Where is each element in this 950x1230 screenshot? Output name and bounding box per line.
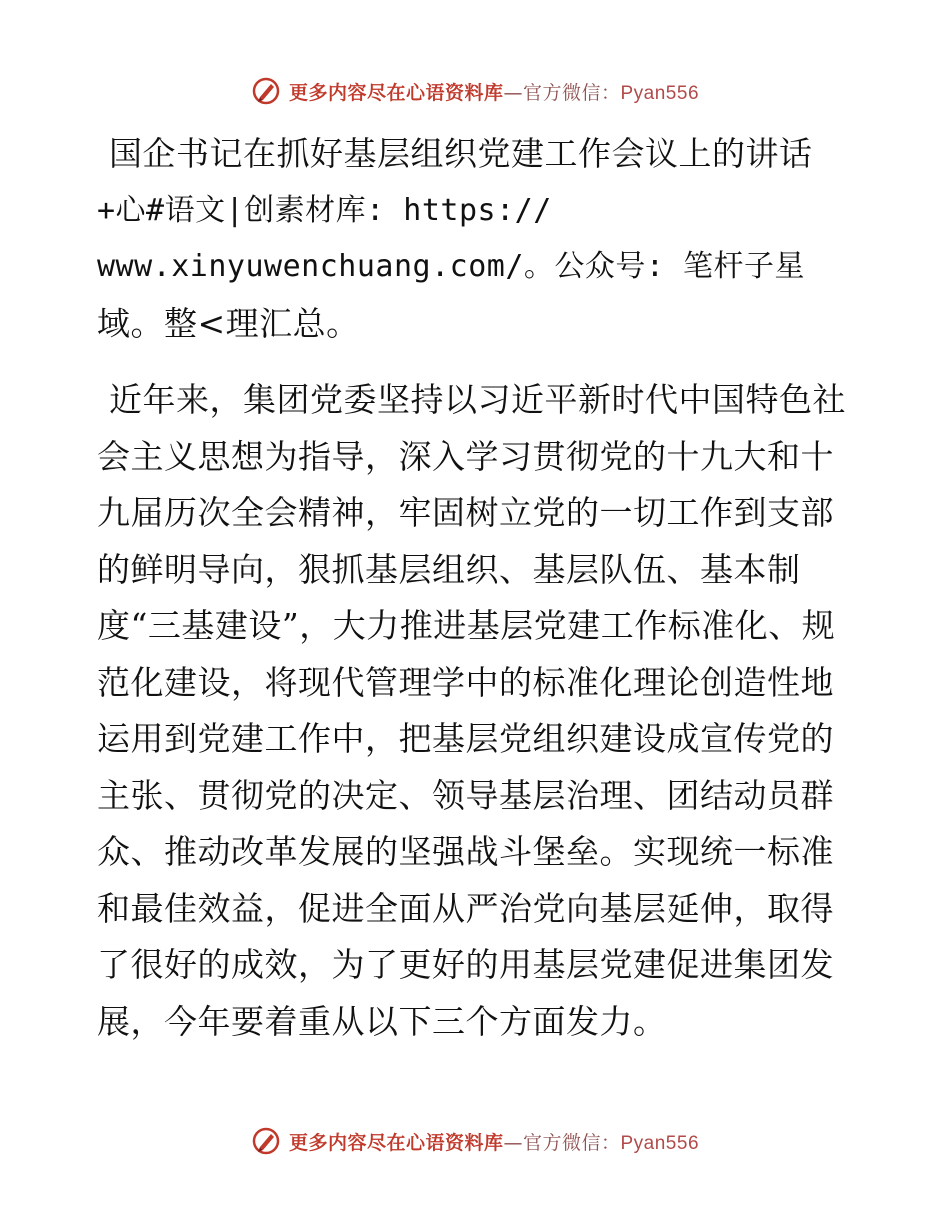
- document-title-line-2: +心#语文|创素材库: https://: [97, 192, 552, 228]
- banner-wechat-id: Pyan556: [620, 1132, 700, 1154]
- document-content: [97, 126, 857, 1050]
- banner-separator: —: [503, 1131, 523, 1154]
- document-title-line-3: www.xinyuwenchuang.com/。公众号: 笔杆子星: [97, 249, 806, 284]
- document-title-line-4: 域。整<理汇总。: [97, 303, 360, 343]
- pen-logo-icon: [251, 1126, 281, 1156]
- document-body-paragraph: 近年来，集团党委坚持以习近平新时代中国特色社会主义思想为指导，深入学习贯彻党的十九大和十九届历次全会精神，牢固树立党的一切工作到支部的鲜明导向，狠抓基层组织、基层队伍、基本制度“三基建设”，大力推进基层党建工作标准化、规范化建设，将现代管理学中的标准化理论创造性地运用到党建工作中，把基层党组织建设成宣传党的主张、贯彻党的决定、领导基层治理、团结动员群众、推动改革发展的坚强战斗堡垒。实现统一标准和最佳效益，促进全面从严治党向基层延伸，取得了很好的成效，为了更好的用基层党建促进集团发展，今年要着重从以下三个方面发力。: [97, 380, 846, 1041]
- header-watermark-banner: [0, 74, 950, 108]
- banner-main-text: 更多内容尽在心语资料库: [288, 81, 504, 104]
- banner-wechat-label: 官方微信：: [522, 81, 621, 104]
- banner-wechat-id: Pyan556: [620, 82, 700, 104]
- pen-logo-icon: [251, 76, 281, 106]
- banner-main-text: 更多内容尽在心语资料库: [288, 1131, 504, 1154]
- document-title-line-1: 国企书记在抓好基层组织党建工作会议上的讲话: [109, 134, 813, 173]
- banner-wechat-label: 官方微信：: [522, 1131, 621, 1154]
- banner-text: [289, 1128, 699, 1155]
- banner-separator: —: [503, 81, 523, 104]
- footer-watermark-banner: [0, 1124, 950, 1158]
- banner-text: [289, 78, 699, 105]
